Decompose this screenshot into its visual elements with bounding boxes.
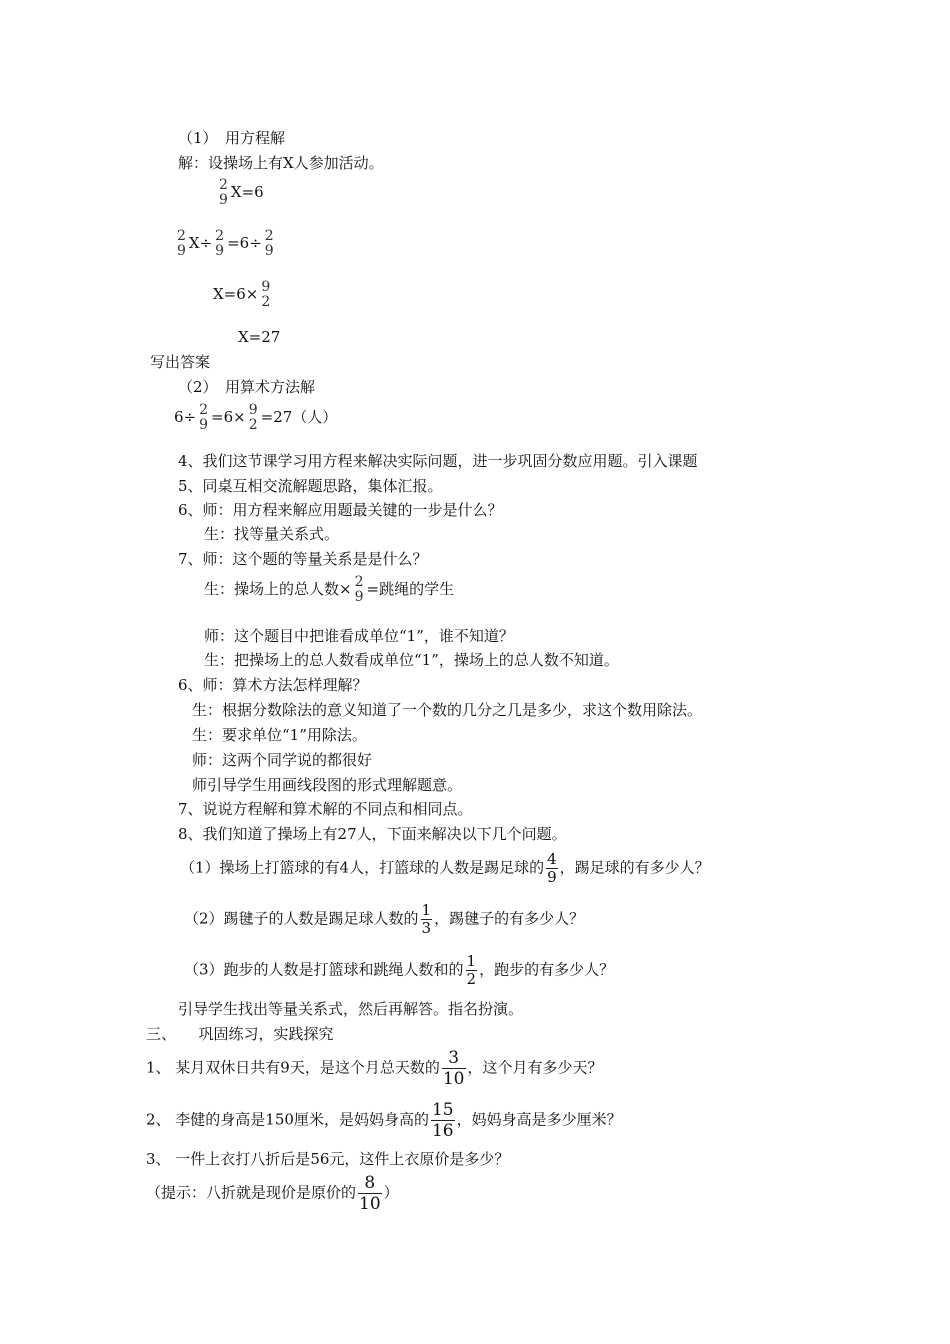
line-5: 5、同桌互相交流解题思路，集体汇报。 bbox=[178, 477, 443, 495]
write-answer: 写出答案 bbox=[150, 353, 211, 371]
method1-title: （1） 用方程解 bbox=[178, 129, 286, 147]
line-6b-1: 生：根据分数除法的意义知道了一个数的几分之几是多少，求这个数用除法。 bbox=[192, 701, 703, 719]
eq1: 2 9 X=6 bbox=[219, 177, 264, 208]
line-7b: 7、说说方程解和算术解的不同点和相同点。 bbox=[178, 800, 473, 818]
eq2: 2 9 X÷ 2 9 =6÷ 2 9 bbox=[177, 228, 274, 259]
problem-2: （2）踢毽子的人数是踢足球人数的 $\frac{1}{3}$ ，踢毽子的有多少人？ bbox=[184, 901, 585, 937]
line-6: 6、师：用方程来解应用题最关键的一步是什么？ bbox=[178, 501, 503, 519]
method2-title: （2） 用算术方法解 bbox=[178, 378, 316, 396]
fraction: 9 2 bbox=[248, 402, 258, 433]
fraction: 2 9 bbox=[354, 574, 364, 605]
line-7-teacher: 师：这个题目中把谁看成单位“1”，谁不知道？ bbox=[204, 627, 514, 645]
fraction: $\frac{3}{10}$ bbox=[442, 1048, 465, 1089]
problem-1: （1）操场上打篮球的有4人，打篮球的人数是踢足球的 $\frac{4}{9}$ ，踢足球的有多少人？ bbox=[180, 850, 710, 886]
line-6b-3: 师：这两个同学说的都很好 bbox=[192, 751, 373, 769]
line-7-answer: 生：操场上的总人数× 2 9 =跳绳的学生 bbox=[204, 574, 455, 605]
line-6-answer: 生：找等量关系式。 bbox=[204, 525, 340, 543]
fraction: 2 9 bbox=[215, 228, 225, 259]
fraction: 9 2 bbox=[261, 279, 271, 310]
fraction: $\frac{8}{10}$ bbox=[359, 1173, 381, 1214]
exercise-2: 2、 李健的身高是150厘米，是妈妈身高的 $\frac{15}{16}$ ，妈妈身高是多少厘米？ bbox=[146, 1100, 622, 1141]
problem-3: （3）跑步的人数是打篮球和跳绳人数和的 $\frac{1}{2}$ ，跑步的有多少人？ bbox=[184, 952, 615, 988]
hint: （提示：八折就是现价是原价的 $\frac{8}{10}$ ） bbox=[146, 1173, 399, 1214]
line-6b-4: 师引导学生用画线段图的形式理解题意。 bbox=[192, 776, 463, 794]
section-3-heading: 三、 巩固练习，实践探究 bbox=[146, 1025, 334, 1043]
fraction: 2 9 bbox=[264, 228, 274, 259]
fraction: $\frac{1}{2}$ bbox=[466, 952, 477, 988]
eq4: X=27 bbox=[238, 328, 281, 346]
fraction: $\frac{4}{9}$ bbox=[547, 850, 557, 886]
line-7-student: 生：把操场上的总人数看成单位“1”，操场上的总人数不知道。 bbox=[204, 651, 619, 669]
method1-intro: 解：设操场上有X人参加活动。 bbox=[178, 154, 384, 172]
exercise-1: 1、 某月双休日共有9天，是这个月总天数的 $\frac{3}{10}$ ，这个月有多少天？ bbox=[146, 1048, 603, 1089]
line-6b: 6、师：算术方法怎样理解？ bbox=[178, 676, 368, 694]
line-4: 4、我们这节课学习用方程来解决实际问题，进一步巩固分数应用题。引入课题 bbox=[178, 452, 698, 470]
fraction: 2 9 bbox=[199, 402, 209, 433]
method2-equation: 6÷ 2 9 =6× 9 2 =27（人） bbox=[174, 402, 338, 433]
line-8: 8、我们知道了操场上有27人，下面来解决以下几个问题。 bbox=[178, 825, 567, 843]
exercise-3: 3、 一件上衣打八折后是56元，这件上衣原价是多少？ bbox=[146, 1150, 510, 1168]
line-7: 7、师：这个题的等量关系是是什么？ bbox=[178, 550, 428, 568]
guide-line: 引导学生找出等量关系式，然后再解答。指名扮演。 bbox=[178, 1000, 524, 1018]
fraction: $\frac{1}{3}$ bbox=[421, 901, 432, 937]
eq3: X=6× 9 2 bbox=[213, 279, 271, 310]
fraction: 2 9 bbox=[177, 228, 186, 259]
fraction: 2 9 bbox=[219, 177, 228, 208]
fraction: $\frac{15}{16}$ bbox=[431, 1100, 454, 1141]
line-6b-2: 生：要求单位“1”用除法。 bbox=[192, 726, 367, 744]
